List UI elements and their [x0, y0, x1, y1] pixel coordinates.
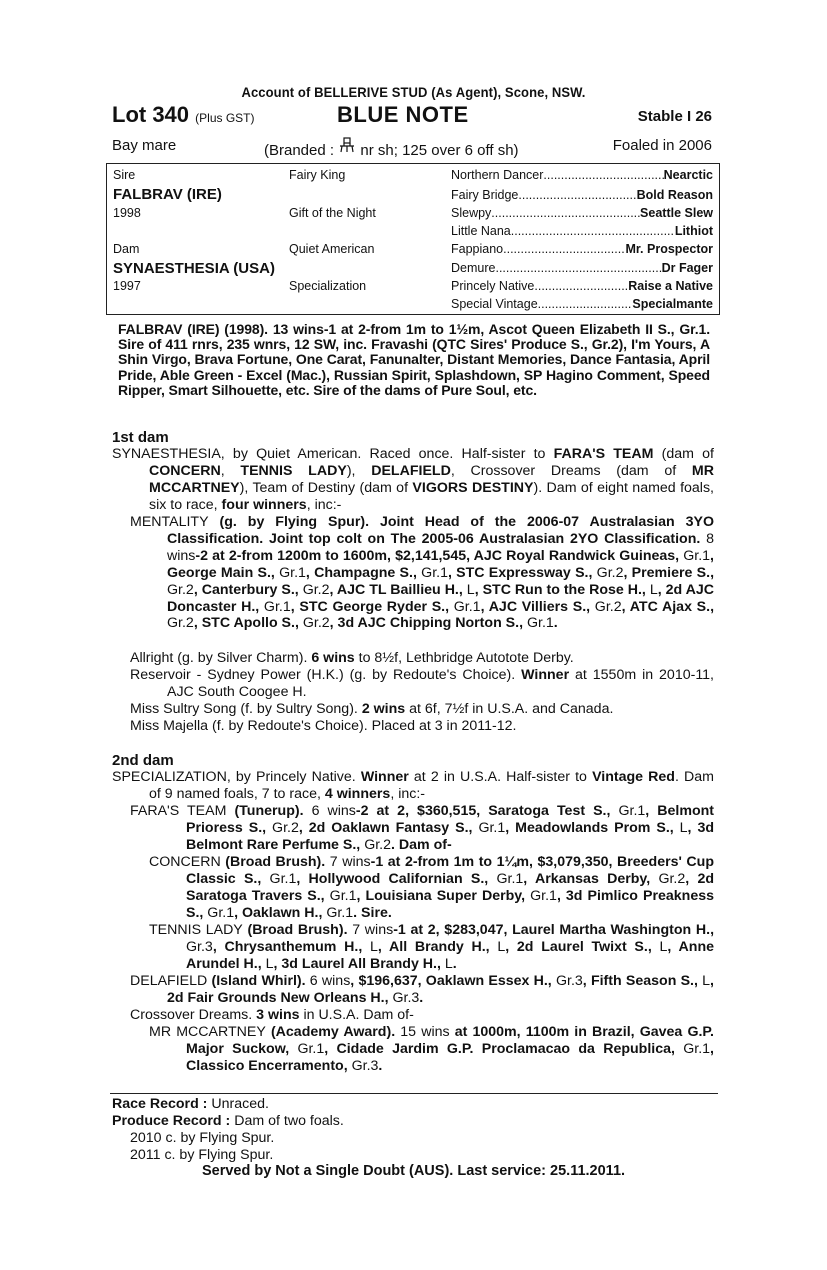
- first-dam-heading: 1st dam: [112, 429, 169, 446]
- horse-name: BLUE NOTE: [337, 102, 469, 127]
- text-run: L: [466, 581, 475, 598]
- text-run: Gr.1: [618, 803, 646, 819]
- bold-run: -1 at 2-from 1m to 1¼m, $3,079,350, Breeders' Cup Classic S.,: [186, 854, 715, 887]
- bold-run: , $196,637, Oaklawn Essex H.,: [350, 973, 556, 989]
- bold-run: .: [452, 955, 457, 972]
- text-run: ). Dam of eight named foals, six to race,: [149, 479, 714, 513]
- text-run: Gr.1: [530, 887, 557, 904]
- race-record-value: Unraced.: [207, 1096, 269, 1112]
- bold-run: .: [378, 1057, 383, 1074]
- second-dam-summary: [112, 769, 714, 803]
- bold-run: , AJC Villiers S.,: [480, 598, 595, 615]
- bold-run: , STC Apollo S.,: [193, 615, 303, 632]
- bold-run: , 2d Laurel Twixt S.,: [505, 938, 660, 955]
- text-run: CONCERN: [149, 854, 221, 870]
- bold-run: CONCERN: [149, 462, 221, 479]
- race-record: [112, 1096, 269, 1113]
- dam-year: 1997: [113, 279, 141, 293]
- bold-run: MR MCCARTNEY: [149, 462, 714, 496]
- bold-run: , 2d AJC Doncaster H.,: [167, 581, 715, 615]
- bold-run: 4 winners: [324, 785, 391, 802]
- bold-run: , STC Run to the Rose H.,: [474, 581, 650, 598]
- brand-mark-icon: [338, 137, 356, 156]
- bold-run: 3 wins: [256, 1007, 300, 1023]
- g3-row: [451, 168, 713, 182]
- bold-run: (Broad Brush).: [220, 854, 330, 870]
- g3-right: Seattle Slew: [640, 206, 713, 220]
- text-run: Gr.2: [272, 819, 299, 836]
- text-run: Gr.1: [269, 870, 297, 887]
- bold-run: , Canterbury S.,: [193, 581, 303, 598]
- bold-run: , Cidade Jardim G.P. Proclamacao da Republica,: [324, 1040, 684, 1057]
- text-run: 6 wins: [309, 973, 351, 989]
- bold-run: four winners: [221, 496, 307, 513]
- text-run: 15 wins: [400, 1024, 450, 1040]
- sex-colour: Bay mare: [112, 137, 177, 154]
- race-record-label: Race Record :: [112, 1096, 208, 1112]
- bold-run: , Hollywood Californian S.,: [296, 870, 497, 887]
- progeny-tennis-lady: [149, 922, 714, 973]
- text-run: Gr.2: [596, 564, 624, 581]
- bold-run: FARA'S TEAM: [553, 446, 654, 462]
- text-run: ), Team of Destiny (dam of: [239, 479, 413, 496]
- text-run: ),: [346, 462, 372, 479]
- bold-run: , 3d AJC Chipping Norton S.,: [329, 615, 527, 632]
- dam-label: Dam: [113, 242, 140, 256]
- text-run: Gr.3: [351, 1057, 379, 1074]
- text-run: Gr.1: [297, 1040, 325, 1057]
- bold-run: . Sire.: [353, 904, 392, 921]
- bold-run: 2 wins: [361, 701, 406, 717]
- bold-run: , Louisiana Super Derby,: [356, 887, 531, 904]
- foal-entry: 2011 c. by Flying Spur.: [130, 1147, 274, 1163]
- bold-run: (g. by Flying Spur). Joint Head of the 2006-07 Australasian 3YO Classification. Joint top colt on The 2005-06 Australasian 2YO Classification.: [167, 514, 714, 547]
- lot-label: Lot 340: [112, 102, 190, 127]
- text-run: Gr.1: [329, 887, 357, 904]
- brand-description: [264, 137, 519, 159]
- text-run: L: [659, 938, 668, 955]
- bold-run: (Island Whirl).: [207, 973, 310, 989]
- second-dam-heading: 2nd dam: [112, 752, 174, 769]
- foaled-year: Foaled in 2006: [612, 137, 712, 154]
- pedigree-table: [106, 163, 720, 315]
- g3-row: [451, 261, 713, 275]
- text-run: Gr.1: [279, 564, 306, 581]
- text-run: L: [265, 955, 274, 972]
- text-run: Gr.1: [263, 598, 291, 615]
- text-run: in U.S.A. Dam of-: [299, 1007, 414, 1023]
- text-run: Gr.2: [167, 581, 194, 598]
- bold-run: , 3d Laurel All Brandy H.,: [273, 955, 445, 972]
- text-run: , Crossover Dreams (dam of: [450, 462, 692, 479]
- bold-run: , Anne Arundel H.,: [186, 938, 714, 972]
- g3-left: Fairy Bridge: [451, 188, 519, 202]
- grandsire-paternal: Fairy King: [289, 168, 346, 182]
- first-dam-summary: [112, 446, 714, 514]
- text-run: to 8½f, Lethbridge Autotote Derby.: [354, 650, 574, 666]
- sire-name: FALBRAV (IRE): [113, 186, 222, 203]
- text-run: ,: [220, 462, 241, 479]
- bold-run: -2 at 2-from 1200m to 1600m, $2,141,545, AJC Royal Randwick Guineas,: [195, 547, 684, 564]
- bold-run: Winner: [521, 667, 570, 683]
- vendor-account: Account of BELLERIVE STUD (As Agent), Scone, NSW.: [241, 84, 586, 100]
- g3-left: Slewpy: [451, 206, 492, 220]
- bold-run: , Classico Encerramento,: [186, 1040, 714, 1074]
- progeny-allright: [130, 650, 714, 667]
- text-run: L: [649, 581, 658, 598]
- bold-run: -2 at 2, $360,515, Saratoga Test S.,: [355, 803, 619, 819]
- text-run: DELAFIELD: [130, 973, 208, 989]
- dam-name: SYNAESTHESIA (USA): [113, 260, 275, 277]
- sire-label: Sire: [113, 168, 136, 182]
- text-run: , inc:-: [306, 496, 342, 513]
- bold-run: Winner: [360, 769, 409, 785]
- stable: Stable I 26: [637, 108, 712, 125]
- lot-number: [112, 102, 255, 128]
- brand-post: nr sh; 125 over 6 off sh): [360, 142, 519, 159]
- lot-line: [112, 102, 712, 132]
- text-run: . Dam of 9 named foals, 7 to race,: [149, 769, 714, 802]
- g3-right: Raise a Native: [628, 279, 713, 293]
- granddam-paternal: Gift of the Night: [289, 206, 376, 220]
- text-run: TENNIS LADY: [149, 922, 243, 938]
- text-run: Gr.1: [326, 904, 354, 921]
- text-run: L: [679, 819, 688, 836]
- text-run: MR MCCARTNEY: [149, 1024, 266, 1040]
- bold-run: , 3d Pimlico Preakness S.,: [186, 887, 715, 921]
- progeny-faras-team: [130, 803, 714, 854]
- bold-run: . Dam of-: [391, 836, 452, 853]
- bold-run: , All Brandy H.,: [377, 938, 498, 955]
- text-run: 7 wins: [329, 854, 371, 870]
- text-run: MENTALITY: [130, 514, 209, 530]
- text-run: Gr.1: [496, 870, 524, 887]
- text-run: Gr.1: [421, 564, 448, 581]
- g3-right: Bold Reason: [636, 188, 713, 202]
- progeny-miss-sultry-song: [130, 701, 714, 718]
- bold-run: , 2d Saratoga Travers S.,: [186, 870, 714, 904]
- text-run: Gr.1: [526, 615, 554, 632]
- bold-run: .: [553, 615, 558, 632]
- bold-run: VIGORS DESTINY: [412, 479, 534, 496]
- progeny-concern: [149, 854, 714, 922]
- progeny-crossover-dreams: [130, 1007, 714, 1024]
- bold-run: , Champagne S.,: [305, 564, 422, 581]
- bold-run: -1 at 2, $283,047, Laurel Martha Washington H.,: [393, 922, 715, 938]
- bold-run: (Tunerup).: [226, 803, 312, 819]
- bold-run: , George Main S.,: [167, 547, 714, 581]
- bold-run: , 2d Fair Grounds New Orleans H.,: [167, 973, 714, 1006]
- text-run: Gr.2: [364, 836, 391, 853]
- bold-run: , 3d Belmont Rare Perfume S.,: [186, 819, 714, 853]
- progeny-miss-majella: [130, 718, 714, 735]
- bold-run: , Oaklawn H.,: [234, 904, 327, 921]
- g3-row: [451, 279, 713, 293]
- bold-run: , Belmont Prioress S.,: [186, 803, 715, 836]
- g3-left: Little Nana: [451, 224, 511, 238]
- progeny-mentality: [130, 514, 714, 632]
- bold-run: at 1000m, 1100m in Brazil, Gavea G.P. Major Suckow,: [186, 1024, 715, 1057]
- text-run: at 2 in U.S.A. Half-sister to: [408, 769, 593, 785]
- g3-right: Dr Fager: [661, 261, 713, 275]
- text-run: 8 wins: [167, 530, 714, 564]
- bold-run: , Chrysanthemum H.,: [212, 938, 371, 955]
- served-by: Served by Not a Single Doubt (AUS). Last service: 25.11.2011.: [201, 1163, 626, 1179]
- progeny-delafield: [130, 973, 714, 1007]
- text-run: Gr.3: [555, 973, 583, 989]
- text-run: Gr.1: [207, 904, 235, 921]
- text-run: L: [702, 973, 711, 989]
- bold-run: (Broad Brush).: [242, 922, 353, 938]
- text-run: Gr.2: [167, 615, 194, 632]
- text-run: Allright (g. by Silver Charm).: [130, 650, 312, 666]
- bold-run: 6 wins: [311, 650, 355, 666]
- bold-run: , 2d Oaklawn Fantasy S.,: [298, 819, 479, 836]
- text-run: L: [444, 955, 453, 972]
- text-run: Miss Majella (f. by Redoute's Choice). Placed at 3 in 2011-12.: [130, 718, 517, 734]
- grandsire-maternal: Quiet American: [289, 242, 375, 256]
- g3-right: Nearctic: [663, 168, 713, 182]
- bold-run: , Premiere S.,: [623, 564, 715, 581]
- text-run: Gr.2: [658, 870, 686, 887]
- divider: [110, 1093, 718, 1094]
- text-run: at 1550m in 2010-11, AJC South Coogee H.: [167, 667, 714, 700]
- text-run: Gr.1: [453, 598, 481, 615]
- g3-row: [451, 242, 713, 256]
- brand-pre: (Branded :: [264, 142, 335, 159]
- sire-year: 1998: [113, 206, 141, 220]
- progeny-reservoir: [130, 667, 714, 701]
- g3-left: Special Vintage: [451, 297, 538, 311]
- text-run: Miss Sultry Song (f. by Sultry Song).: [130, 701, 362, 717]
- text-run: Gr.1: [683, 1040, 711, 1057]
- bold-run: (Academy Award).: [265, 1024, 401, 1040]
- sire-summary: FALBRAV (IRE) (1998). 13 wins-1 at 2-from 1m to 1½m, Ascot Queen Elizabeth II S., Gr.1. Sire of 411 rnrs, 235 wnrs, 12 SW, inc. Fravashi (QTC Sires' Produce S., Gr.2), I'm Yours, A Shin Virgo, Brava Fortune, One Carat, Fanunalter, Distant Memories, Dance Fantasia, April Pride, Able Green - Excel (Mac.), Russian Spirit, Splashdown, SP Hagino Comment, Speed Ripper, Smart Silhouette, etc. Sire of the dams of Pure Soul, etc.: [118, 321, 710, 398]
- bold-run: , ATC Ajax S.,: [621, 598, 715, 615]
- bold-run: , Arkansas Derby,: [523, 870, 659, 887]
- produce-record: [112, 1113, 344, 1130]
- g3-right: Specialmante: [632, 297, 713, 311]
- text-run: Gr.1: [478, 819, 506, 836]
- g3-left: Northern Dancer: [451, 168, 544, 182]
- g3-right: Mr. Prospector: [625, 242, 713, 256]
- produce-record-label: Produce Record :: [112, 1113, 231, 1129]
- bold-run: TENNIS LADY: [240, 462, 347, 479]
- text-run: Gr.2: [594, 598, 622, 615]
- g3-row: [451, 188, 713, 202]
- bold-run: DELAFIELD: [371, 462, 451, 479]
- text-run: Gr.3: [186, 938, 213, 955]
- text-run: at 6f, 7½f in U.S.A. and Canada.: [405, 701, 614, 717]
- text-run: Gr.2: [302, 581, 330, 598]
- text-run: Crossover Dreams.: [130, 1007, 257, 1023]
- text-run: (dam of: [653, 446, 714, 462]
- bold-run: , STC Expressway S.,: [447, 564, 597, 581]
- text-run: SYNAESTHESIA, by Quiet American. Raced once. Half-sister to: [112, 446, 554, 462]
- bold-run: , AJC TL Baillieu H.,: [329, 581, 467, 598]
- text-run: 6 wins: [311, 803, 356, 819]
- g3-left: Fappiano: [451, 242, 504, 256]
- bold-run: Vintage Red: [592, 769, 675, 785]
- text-run: L: [370, 938, 378, 955]
- produce-record-value: Dam of two foals.: [230, 1113, 344, 1129]
- text-run: SPECIALIZATION, by Princely Native.: [112, 769, 361, 785]
- g3-right: Lithiot: [674, 224, 713, 238]
- bold-run: , Fifth Season S.,: [582, 973, 703, 989]
- bold-run: , Meadowlands Prom S.,: [505, 819, 680, 836]
- text-run: Gr.2: [302, 615, 330, 632]
- text-run: L: [497, 938, 506, 955]
- progeny-mr-mccartney: [149, 1024, 714, 1075]
- text-run: , inc:-: [390, 785, 426, 802]
- text-run: Gr.1: [683, 547, 711, 564]
- bold-run: , STC George Ryder S.,: [290, 598, 454, 615]
- g3-row: [451, 206, 713, 220]
- text-run: FARA'S TEAM: [130, 803, 227, 819]
- plus-gst: (Plus GST): [195, 111, 255, 125]
- text-run: Gr.3: [392, 989, 420, 1006]
- text-run: 7 wins: [352, 922, 394, 938]
- g3-left: Demure: [451, 261, 496, 275]
- foal-entry: 2010 c. by Flying Spur.: [130, 1130, 275, 1146]
- bold-run: .: [419, 989, 424, 1006]
- g3-row: [451, 297, 713, 311]
- g3-row: [451, 224, 713, 238]
- text-run: Reservoir - Sydney Power (H.K.) (g. by Redoute's Choice).: [130, 667, 522, 683]
- g3-left: Princely Native: [451, 279, 535, 293]
- granddam-maternal: Specialization: [289, 279, 367, 293]
